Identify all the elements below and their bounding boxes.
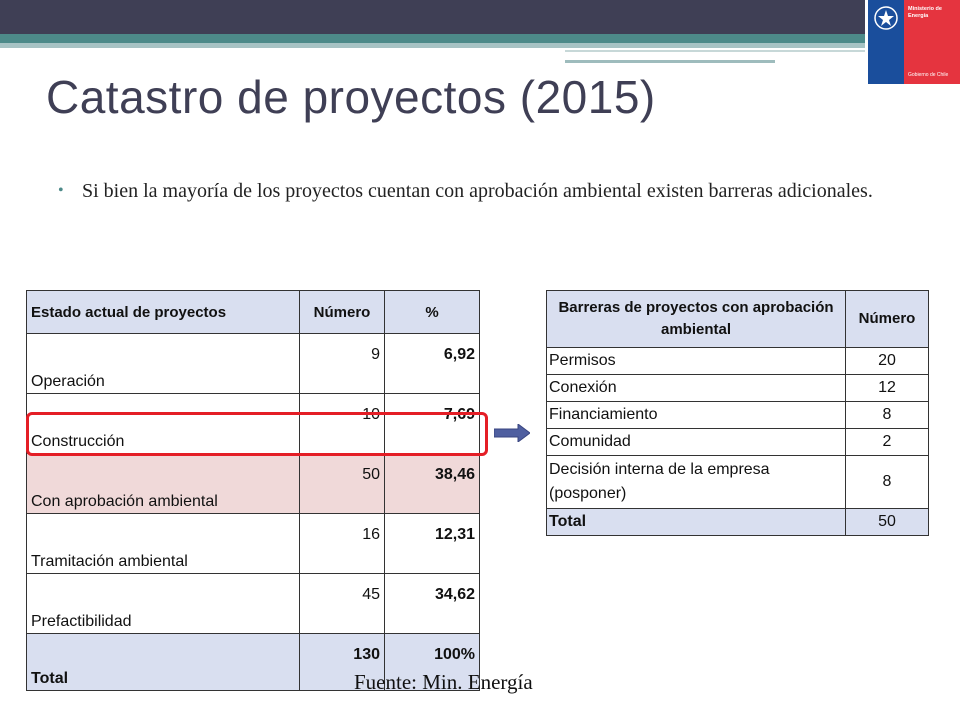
cell-numero: 12 bbox=[846, 375, 929, 402]
header-accent-line bbox=[565, 50, 865, 52]
source-note: Fuente: Min. Energía bbox=[354, 670, 533, 694]
bullet-dot-icon: • bbox=[58, 182, 64, 199]
logo-line-2: Energía bbox=[908, 13, 929, 19]
cell-numero: 2 bbox=[846, 429, 929, 456]
cell-pct: 7,69 bbox=[385, 394, 480, 454]
logo-text bbox=[908, 6, 942, 20]
table-row bbox=[27, 334, 480, 394]
cell-barrera: Conexión bbox=[547, 375, 846, 402]
cell-barrera: Decisión interna de la empresa (posponer) bbox=[547, 456, 846, 509]
header-accent-line-2 bbox=[565, 60, 775, 63]
header-bar-dark bbox=[0, 0, 865, 34]
cell-barrera: Permisos bbox=[547, 348, 846, 375]
cell-estado: Construcción bbox=[27, 394, 300, 454]
table-row bbox=[27, 514, 480, 574]
table-row bbox=[547, 375, 929, 402]
cell-numero: 50 bbox=[300, 454, 385, 514]
cell-barrera: Financiamiento bbox=[547, 402, 846, 429]
cell-barrera: Total bbox=[547, 509, 846, 536]
table-total-row bbox=[547, 509, 929, 536]
barriers-table bbox=[546, 290, 929, 536]
table-header-row bbox=[547, 291, 929, 348]
table-row bbox=[547, 456, 929, 509]
cell-numero: 16 bbox=[300, 514, 385, 574]
logo-footer: Gobierno de Chile bbox=[908, 72, 949, 78]
cell-estado: Total bbox=[27, 634, 300, 691]
table-row-highlighted bbox=[27, 454, 480, 514]
cell-pct: 100% bbox=[385, 634, 480, 691]
table-row bbox=[547, 429, 929, 456]
ministerio-energia-logo bbox=[868, 0, 960, 84]
cell-estado: Con aprobación ambiental bbox=[27, 454, 300, 514]
slide-title: Catastro de proyectos (2015) bbox=[46, 71, 656, 123]
cell-numero: 20 bbox=[846, 348, 929, 375]
cell-estado: Operación bbox=[27, 334, 300, 394]
cell-estado: Prefactibilidad bbox=[27, 574, 300, 634]
header-numero: Número bbox=[300, 291, 385, 334]
highlight-box bbox=[26, 412, 488, 456]
bullet-text: Si bien la mayoría de los proyectos cuentan con aprobación ambiental existen barreras adicionales. bbox=[82, 180, 873, 202]
header-barrera: Barreras de proyectos con aprobación ambiental bbox=[547, 291, 846, 348]
cell-pct: 12,31 bbox=[385, 514, 480, 574]
coat-of-arms-icon bbox=[872, 4, 900, 32]
header-pct: % bbox=[385, 291, 480, 334]
cell-numero: 45 bbox=[300, 574, 385, 634]
header-bar-light bbox=[0, 43, 865, 48]
table-row bbox=[547, 402, 929, 429]
cell-pct: 38,46 bbox=[385, 454, 480, 514]
cell-pct: 34,62 bbox=[385, 574, 480, 634]
logo-line-1: Ministerio de bbox=[908, 6, 942, 12]
header-bar-teal bbox=[0, 34, 865, 43]
logo-blue-band bbox=[868, 0, 904, 84]
header-numero: Número bbox=[846, 291, 929, 348]
cell-numero: 9 bbox=[300, 334, 385, 394]
cell-numero: 8 bbox=[846, 402, 929, 429]
table-header-row bbox=[27, 291, 480, 334]
cell-numero: 8 bbox=[846, 456, 929, 509]
cell-barrera: Comunidad bbox=[547, 429, 846, 456]
project-status-table bbox=[26, 290, 480, 691]
cell-numero: 10 bbox=[300, 394, 385, 454]
arrow-right-icon bbox=[494, 424, 530, 442]
cell-numero: 50 bbox=[846, 509, 929, 536]
table-row bbox=[27, 574, 480, 634]
table-row bbox=[547, 348, 929, 375]
header-estado: Estado actual de proyectos bbox=[27, 291, 300, 334]
cell-pct: 6,92 bbox=[385, 334, 480, 394]
cell-estado: Tramitación ambiental bbox=[27, 514, 300, 574]
cell-numero: 130 bbox=[300, 634, 385, 691]
